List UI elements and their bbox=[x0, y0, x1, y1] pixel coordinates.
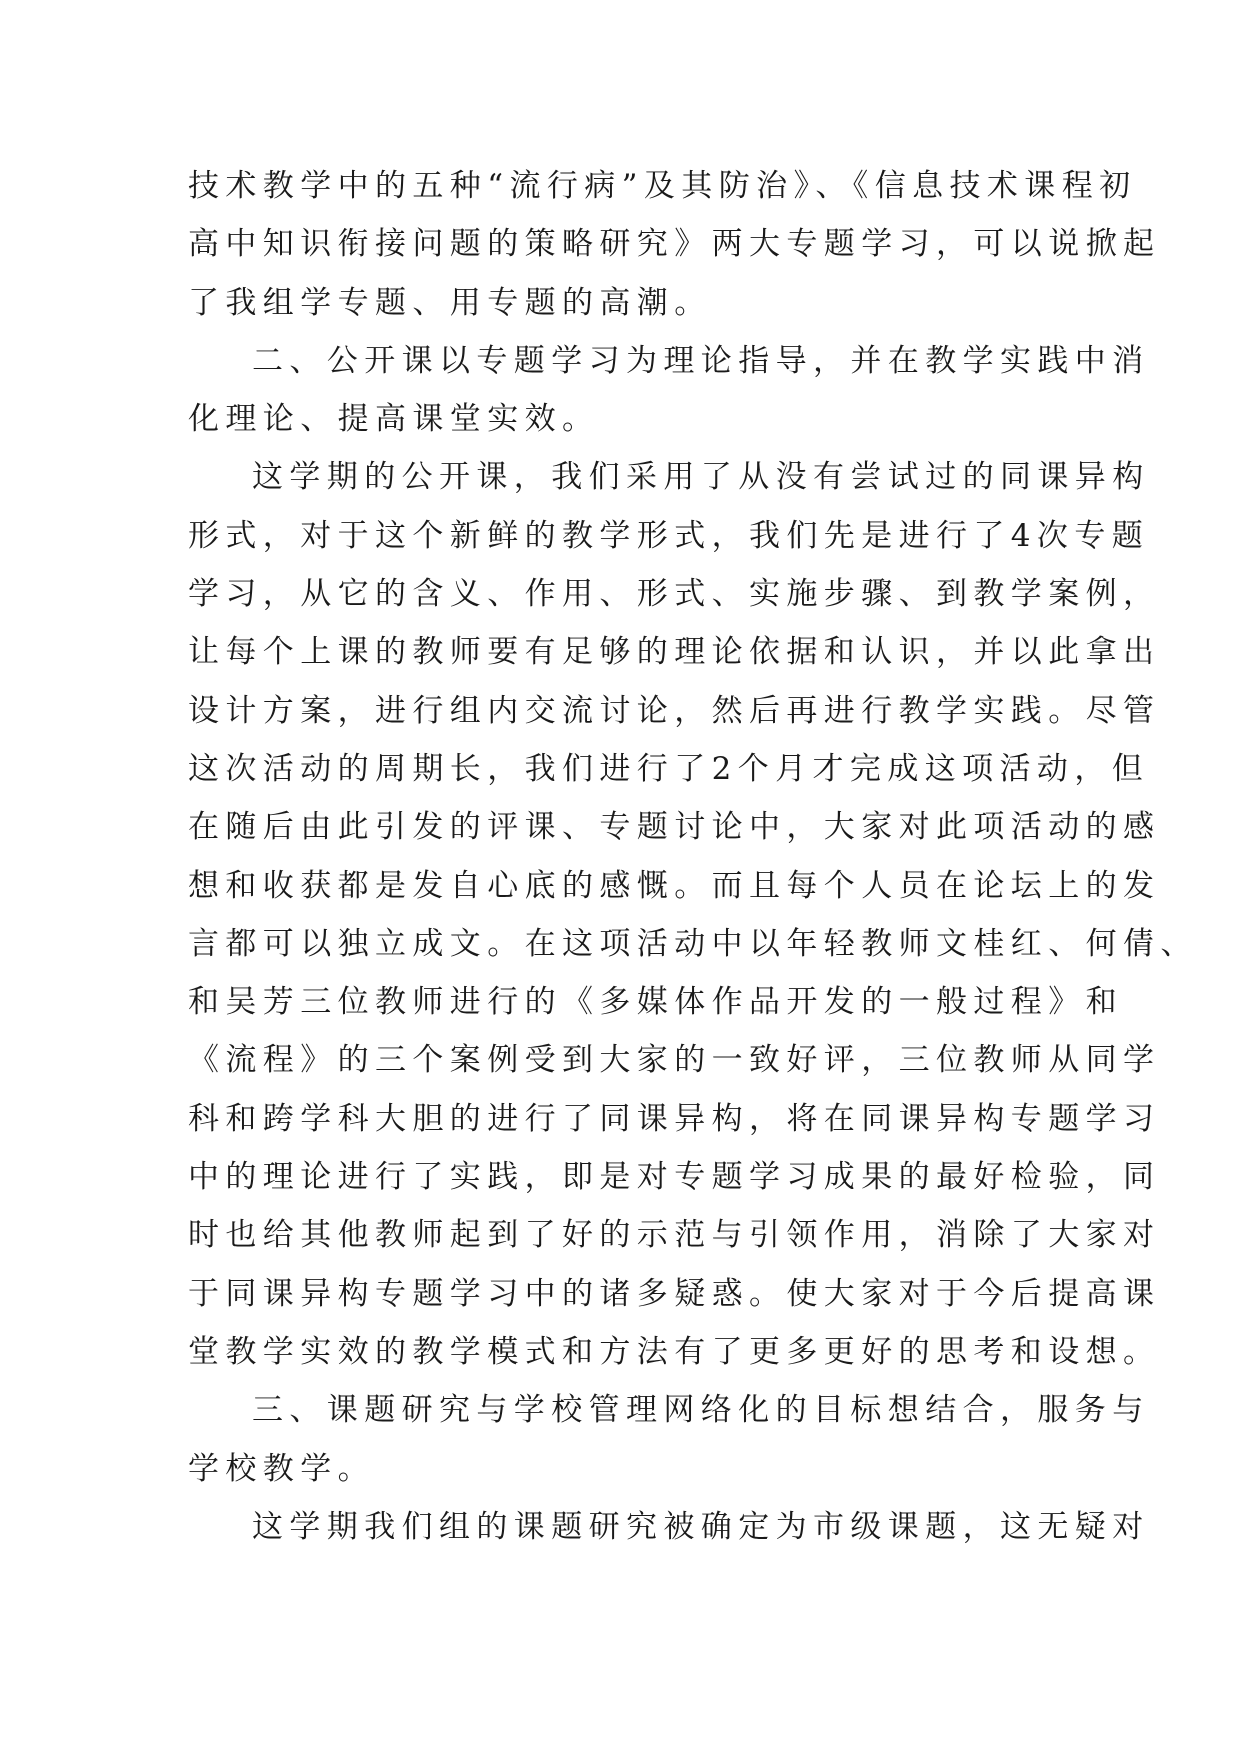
text-line: 在随后由此引发的评课、专题讨论中，大家对此项活动的感 bbox=[188, 809, 1161, 846]
text-line: 学校教学。 bbox=[188, 1450, 375, 1487]
paragraph-first-line: 二、公开课以专题学习为理论指导，并在教学实践中消 bbox=[252, 342, 1150, 379]
text-line: 形式，对于这个新鲜的教学形式，我们先是进行了4次专题 bbox=[188, 517, 1150, 554]
text-line: 科和跨学科大胆的进行了同课异构，将在同课异构专题学习 bbox=[188, 1100, 1161, 1137]
text-line: 《流程》的三个案例受到大家的一致好评，三位教师从同学 bbox=[188, 1042, 1161, 1079]
text-line: 了我组学专题、用专题的高潮。 bbox=[188, 284, 712, 321]
text-line: 堂教学实效的教学模式和方法有了更多更好的思考和设想。 bbox=[188, 1333, 1161, 1370]
text-line: 化理论、提高课堂实效。 bbox=[188, 401, 600, 438]
paragraph-first-line: 三、课题研究与学校管理网络化的目标想结合，服务与 bbox=[252, 1392, 1150, 1429]
text-line: 时也给其他教师起到了好的示范与引领作用，消除了大家对 bbox=[188, 1217, 1161, 1254]
text-line: 想和收获都是发自心底的感慨。而且每个人员在论坛上的发 bbox=[188, 867, 1161, 904]
text-line: 技术教学中的五种“流行病”及其防治》、《信息技术课程初 bbox=[188, 168, 1137, 204]
text-line: 这次活动的周期长，我们进行了2个月才完成这项活动，但 bbox=[188, 750, 1150, 787]
paragraph-first-line: 这学期我们组的课题研究被确定为市级课题，这无疑对 bbox=[252, 1508, 1150, 1545]
text-line: 中的理论进行了实践，即是对专题学习成果的最好检验，同 bbox=[188, 1159, 1161, 1196]
text-line: 和吴芳三位教师进行的《多媒体作品开发的一般过程》和 bbox=[188, 984, 1123, 1021]
text-line: 于同课异构专题学习中的诸多疑惑。使大家对于今后提高课 bbox=[188, 1275, 1161, 1312]
text-line: 高中知识衔接问题的策略研究》两大专题学习，可以说掀起 bbox=[188, 226, 1161, 263]
text-line: 设计方案，进行组内交流讨论，然后再进行教学实践。尽管 bbox=[188, 692, 1161, 729]
text-line: 言都可以独立成文。在这项活动中以年轻教师文桂红、何倩、 bbox=[188, 925, 1198, 962]
paragraph-first-line: 这学期的公开课，我们采用了从没有尝试过的同课异构 bbox=[252, 459, 1150, 496]
text-line: 让每个上课的教师要有足够的理论依据和认识，并以此拿出 bbox=[188, 634, 1161, 671]
text-line: 学习，从它的含义、作用、形式、实施步骤、到教学案例， bbox=[188, 576, 1161, 613]
document-page bbox=[188, 157, 1198, 1556]
